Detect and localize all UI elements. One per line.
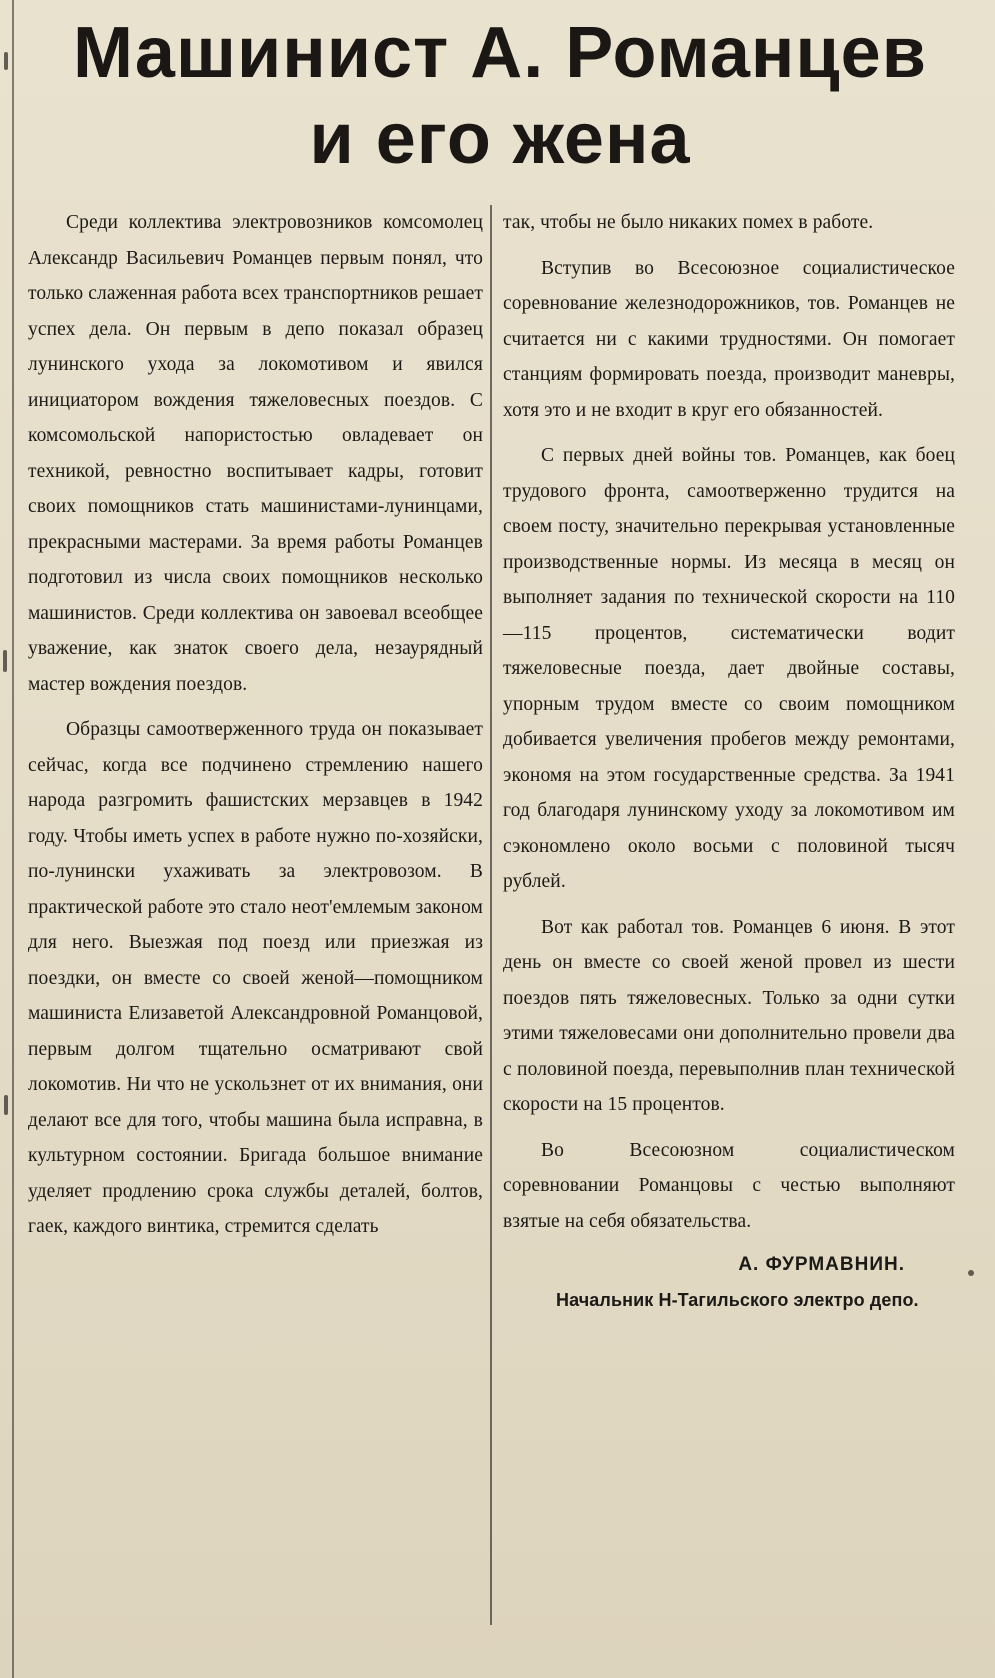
author-signature: А. ФУРМАВНИН. [738, 1254, 905, 1275]
right-paragraph-1: так, чтобы не было никаких помех в работе. [503, 212, 874, 233]
article-left-column [28, 205, 483, 1665]
left-column-rule [12, 0, 14, 1678]
right-paragraph-4: Вот как работал тов. Романцев 6 июня. В этот день он вместе со своей женой провел из шести поездов пять тяжеловесных. Только за одни сутки этими тяжеловесами они дополнительно провели два с половиной поезда, перевыполнив план технической скорости на 15 процентов. [503, 916, 955, 1115]
column-divider [490, 205, 492, 1625]
right-paragraph-5: Во Всесоюзном социалистическом соревновании Романцовы с честью выполняют взятые на себя обязательства. [503, 1139, 955, 1232]
right-paragraph-2: Вступив во Всесоюзное социалистическое соревнование железнодорожников, тов. Романцев не считается ни с какими трудностями. Он помогает станциям формировать поезда, производит маневры, хотя это и не входит в круг его обязанностей. [503, 257, 955, 421]
right-paragraph-3: С первых дней войны тов. Романцев, как боец трудового фронта, самоотверженно трудится на своем посту, значительно перекрывая установленные производственные нормы. Из месяца в месяц он выполняет задания по технической скорости на 110—115 процентов, систематически водит тяжеловесные поезда, дает двойные составы, упорным трудом вместе со своим помощником добивается увеличения пробегов между ремонтами, экономя на этом государственные средства. За 1941 год благодаря лунинскому уходу за локомотивом им сэкономлено около восьми с половиной тысяч рублей. [503, 445, 955, 892]
article-headline [60, 10, 940, 182]
headline-line-1: Машинист А. Романцев [73, 13, 927, 93]
headline-line-2: и его жена [309, 99, 691, 179]
print-speck [4, 52, 8, 70]
article-right-column [503, 205, 955, 1625]
left-paragraph-2: Образцы самоотверженного труда он показывает сейчас, когда все подчинено стремлению нашего народа разгромить фашистских мерзавцев в 1942 году. Чтобы иметь успех в работе нужно по-хозяйски, по-лунински ухаживать за электровозом. В практической работе это стало неот'емлемым законом для него. Выезжая под поезд или приезжая из поездки, он вместе со своей женой—помощником машиниста Елизаветой Александровной Романцовой, первым долгом тщательно осматривают свой локомотив. Ни что не ускользнет от их внимания, они делают все для того, чтобы машина была исправна, в культурном состоянии. Бригада большое внимание уделяет продлению срока службы деталей, болтов, гаек, каждого винтика, стремится сделать [28, 719, 483, 1237]
left-paragraph-1: Среди коллектива электровозников комсомолец Александр Васильевич Романцев первым понял, что только слаженная работа всех транспортников решает успех дела. Он первым в депо показал образец лунинского ухода за локомотивом и явился инициатором вождения тяжеловесных поездов. С комсомольской напористостью овладевает он техникой, ревностно воспитывает кадры, готовит своих помощников стать машинистами-лунинцами, прекрасными мастерами. За время работы Романцев подготовил из числа своих помощников несколько машинистов. Среди коллектива он завоевал всеобщее уважение, как знаток своего дела, незаурядный мастер вождения поездов. [28, 212, 483, 695]
print-speck [968, 1270, 974, 1276]
print-speck [3, 650, 7, 672]
author-role: Начальник Н-Тагильского электро депо. [556, 1290, 919, 1310]
print-speck [4, 1095, 8, 1115]
